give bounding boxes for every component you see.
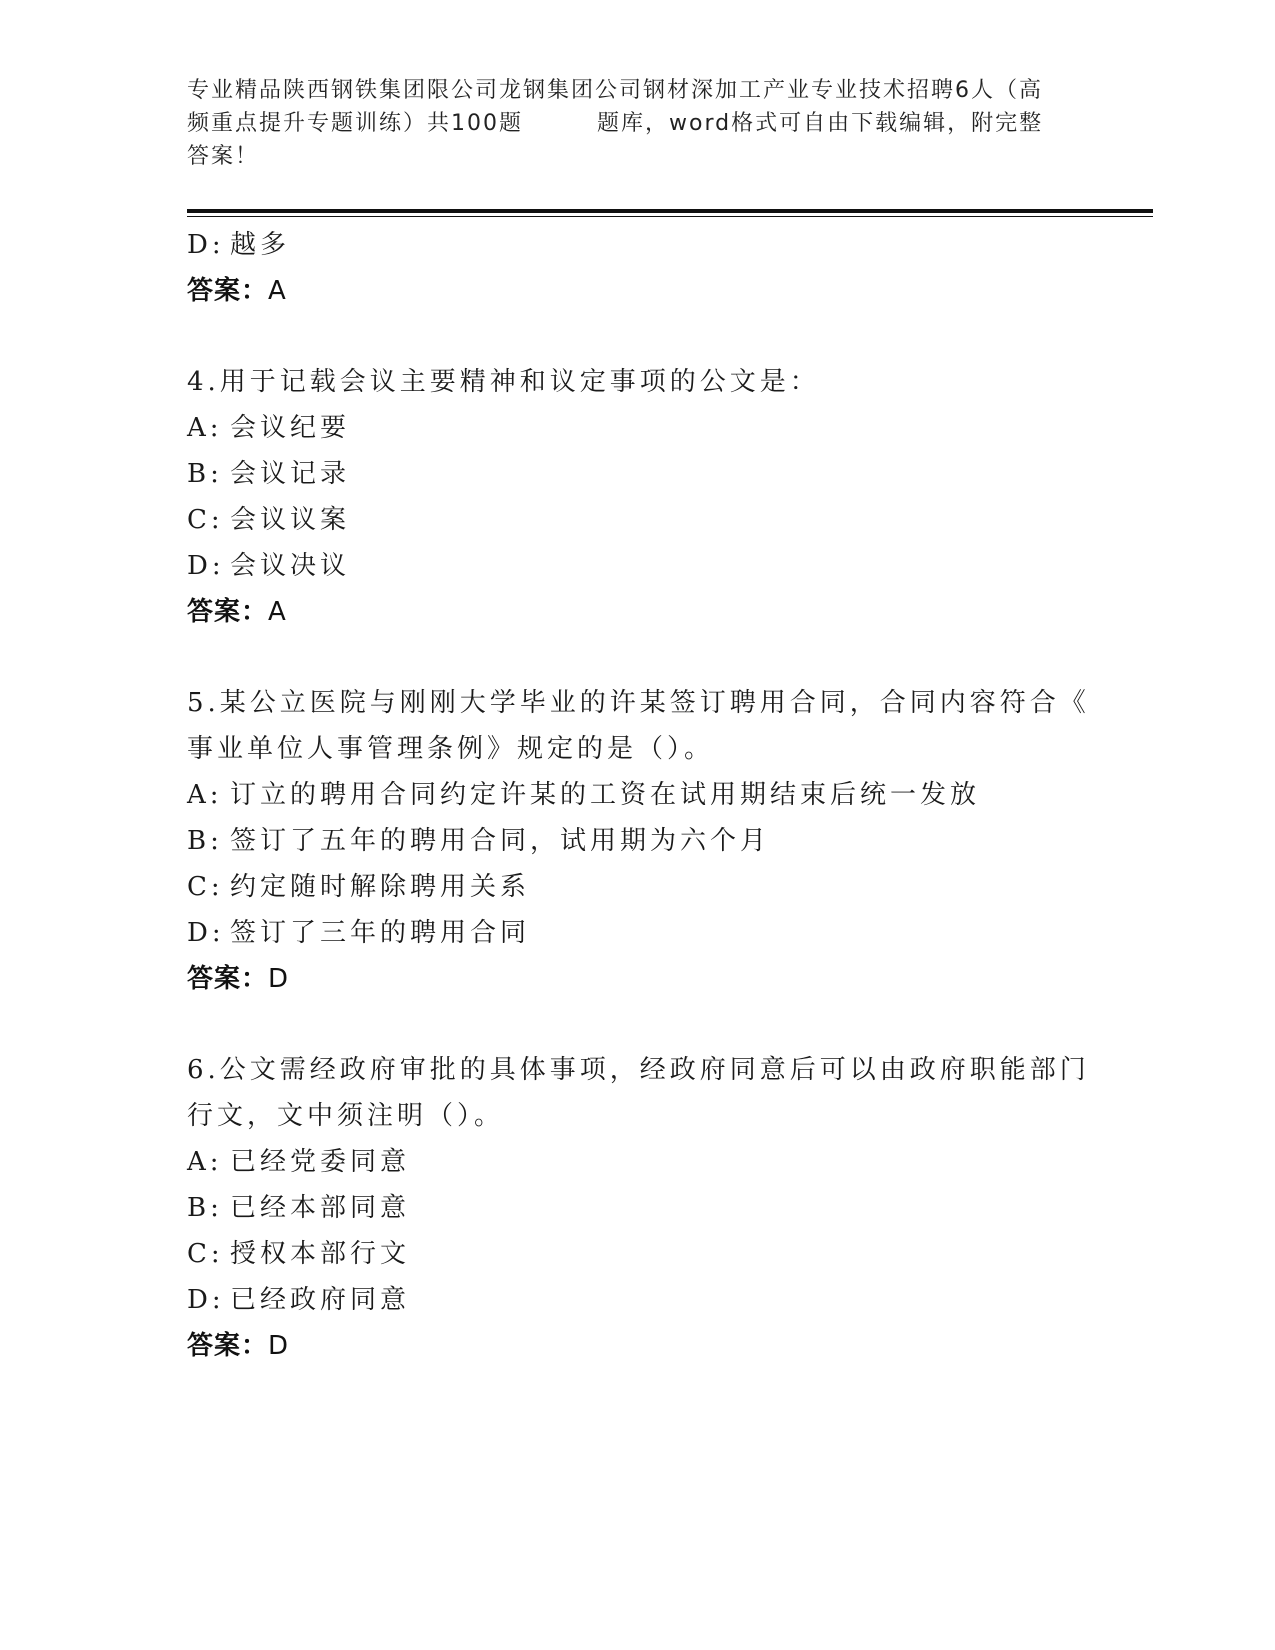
option-text: 会议议案 xyxy=(230,505,351,535)
option-text: 订立的聘用合同约定许某的工资在试用期结束后统一发放 xyxy=(230,780,981,810)
header-title-line-2-part-a: 频重点提升专题训练）共100题 xyxy=(187,111,523,136)
option-text: 已经党委同意 xyxy=(230,1147,411,1177)
document-header xyxy=(187,74,1087,173)
option-label: C: xyxy=(187,872,224,902)
option-label: C: xyxy=(187,505,224,535)
option-label: D: xyxy=(187,551,225,581)
option-line xyxy=(187,497,1087,543)
question-stem: 5.某公立医院与刚刚大学毕业的许某签订聘用合同，合同内容符合《 xyxy=(187,688,1090,718)
header-title-line-2 xyxy=(187,107,1087,140)
option-label: C: xyxy=(187,1239,224,1269)
answer-label: 答案： xyxy=(187,1331,269,1361)
option-line xyxy=(187,864,1087,910)
previous-question-tail xyxy=(187,222,1087,314)
answer-label: 答案： xyxy=(187,964,269,994)
answer-line xyxy=(187,589,1087,635)
option-line xyxy=(187,910,1087,956)
question-stem: 4.用于记载会议主要精神和议定事项的公文是： xyxy=(187,367,820,397)
option-line xyxy=(187,1277,1087,1323)
answer-line xyxy=(187,1323,1087,1369)
answer-line xyxy=(187,956,1087,1002)
option-text: 授权本部行文 xyxy=(230,1239,411,1269)
option-label: B: xyxy=(187,826,223,856)
option-line xyxy=(187,451,1087,497)
option-text: 签订了五年的聘用合同，试用期为六个月 xyxy=(230,826,771,856)
option-line xyxy=(187,543,1087,589)
option-text: 已经本部同意 xyxy=(230,1193,411,1223)
question-stem: 6.公文需经政府审批的具体事项，经政府同意后可以由政府职能部门 xyxy=(187,1055,1090,1085)
question-block xyxy=(187,680,1090,1002)
option-label: A: xyxy=(187,413,223,443)
option-line xyxy=(187,405,1087,451)
answer-label: 答案： xyxy=(187,597,269,627)
answer-value: D xyxy=(268,1331,290,1361)
answer-line xyxy=(187,268,1087,314)
question-stem: 行文，文中须注明（）。 xyxy=(187,1101,505,1131)
option-text: 已经政府同意 xyxy=(230,1285,411,1315)
option-text: 会议决议 xyxy=(230,551,351,581)
option-label: D: xyxy=(187,918,225,948)
option-label: B: xyxy=(187,459,223,489)
option-line xyxy=(187,818,1087,864)
header-divider-thin xyxy=(187,216,1153,217)
answer-value: A xyxy=(268,276,287,306)
option-label: B: xyxy=(187,1193,223,1223)
option-line xyxy=(187,1139,1087,1185)
option-text: 会议记录 xyxy=(230,459,351,489)
option-text: 约定随时解除聘用关系 xyxy=(230,872,531,902)
answer-value: D xyxy=(268,964,290,994)
option-label: A: xyxy=(187,780,223,810)
header-divider-thick xyxy=(187,209,1153,213)
option-line xyxy=(187,1231,1087,1277)
option-line xyxy=(187,1185,1087,1231)
option-line xyxy=(187,222,1087,268)
question-block xyxy=(187,359,1087,635)
option-text: 越多 xyxy=(230,230,291,260)
option-label: D: xyxy=(187,230,225,260)
option-label: D: xyxy=(187,1285,225,1315)
answer-value: A xyxy=(268,597,287,627)
question-block xyxy=(187,1047,1090,1369)
answer-label: 答案： xyxy=(187,276,269,306)
question-stem: 事业单位人事管理条例》规定的是（）。 xyxy=(187,734,715,764)
option-text: 会议纪要 xyxy=(230,413,351,443)
header-title-line-2-part-b: 题库，word格式可自由下载编辑，附完整 xyxy=(597,111,1044,136)
header-title-line-1: 专业精品陕西钢铁集团限公司龙钢集团公司钢材深加工产业专业技术招聘6人（高 xyxy=(187,78,1043,103)
header-title-line-3: 答案！ xyxy=(187,144,260,169)
option-label: A: xyxy=(187,1147,223,1177)
document-body xyxy=(187,222,1090,1369)
option-text: 签订了三年的聘用合同 xyxy=(230,918,531,948)
option-line xyxy=(187,772,1087,818)
